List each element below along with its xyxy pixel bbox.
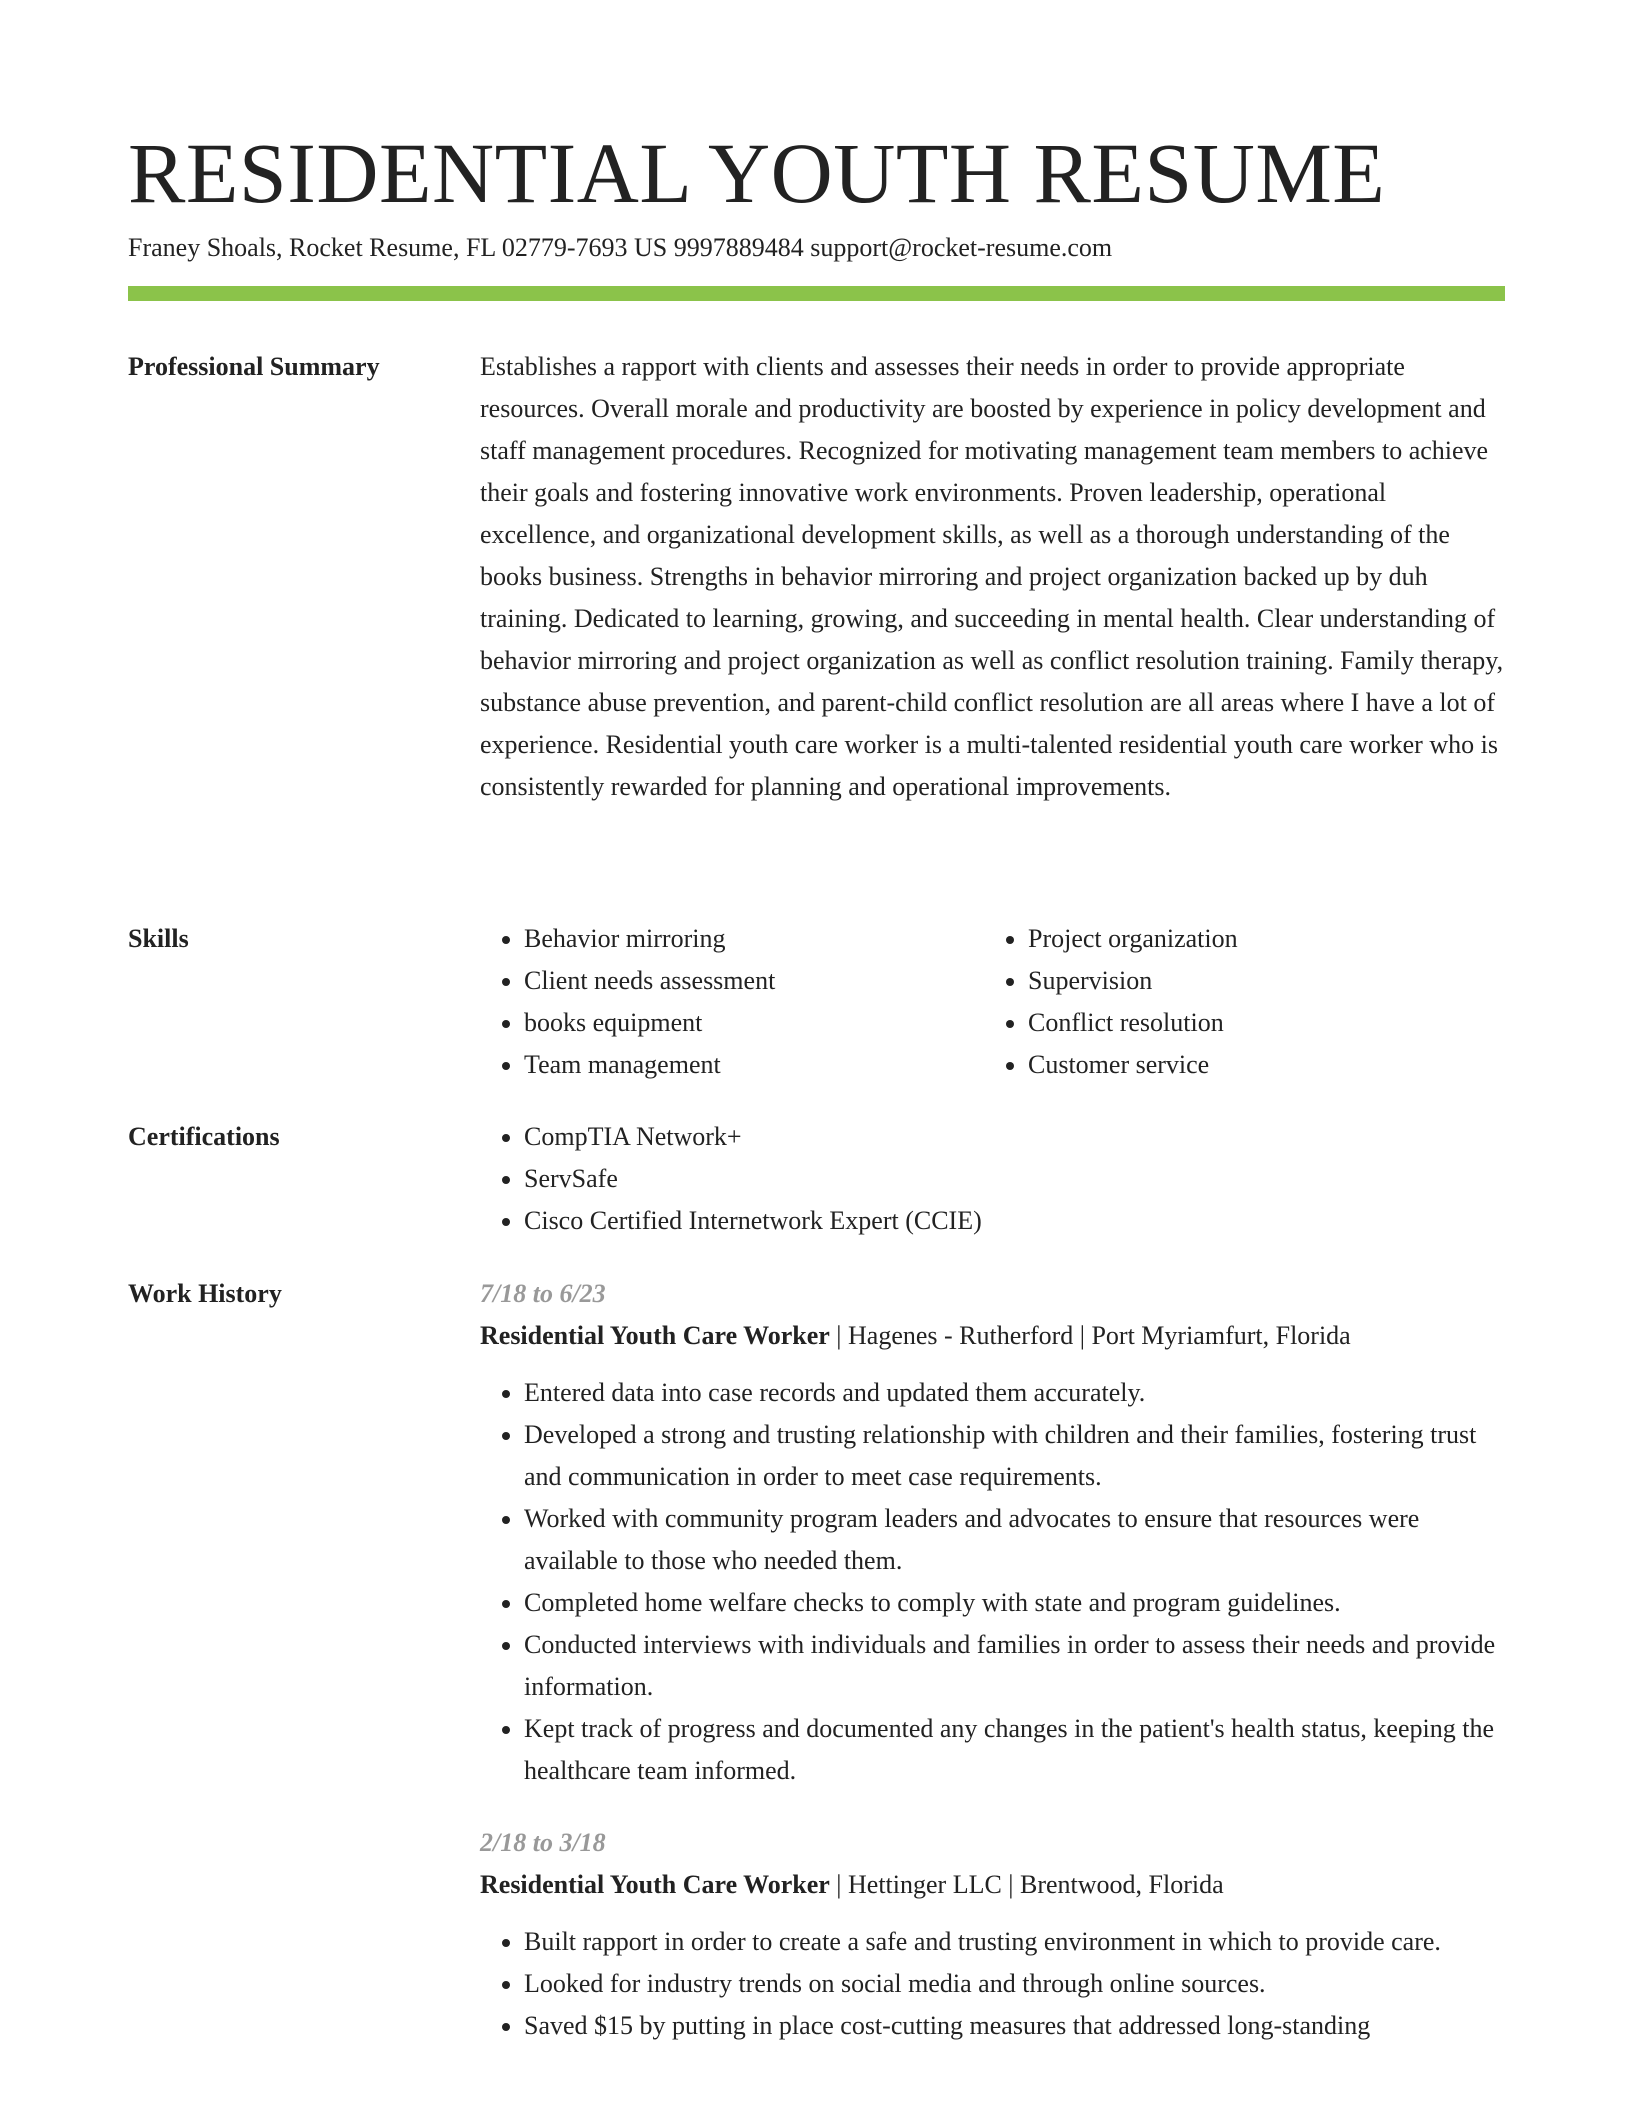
header-divider [128,286,1505,301]
job-entry [480,1273,1505,1792]
skills-body [480,918,1505,1086]
contact-line: Franey Shoals, Rocket Resume, FL 02779-7693 US 9997889484 support@rocket-resume.com [128,233,1113,262]
skill-item: • Team management [524,1044,984,1086]
job-heading [480,1864,1505,1906]
job-details: | Hagenes - Rutherford | Port Myriamfurt, Florida [829,1321,1351,1350]
skill-item: • Client needs assessment [524,960,984,1002]
certification-item: • Cisco Certified Internetwork Expert (CCIE) [524,1200,1505,1242]
job-bullet: • Saved $15 by putting in place cost-cutting measures that addressed long-standing [524,2005,1505,2047]
certification-item: • ServSafe [524,1158,1505,1200]
resume-title: RESIDENTIAL YOUTH RESUME [128,125,1386,221]
work-history-label: Work History [128,1279,282,1308]
job-bullet: • Entered data into case records and updated them accurately. [524,1372,1505,1414]
job-dates: 7/18 to 6/23 [480,1279,606,1308]
job-bullet: • Completed home welfare checks to comply with state and program guidelines. [524,1582,1505,1624]
job-heading [480,1315,1505,1357]
skill-item: • Conflict resolution [1028,1002,1488,1044]
work-history-body [480,1273,1505,2077]
job-bullet: • Kept track of progress and documented any changes in the patient's health status, keeping the healthcare team informed. [524,1708,1505,1792]
certification-item: • CompTIA Network+ [524,1116,1505,1158]
job-title: Residential Youth Care Worker [480,1870,830,1899]
job-dates: 2/18 to 3/18 [480,1828,606,1857]
certifications-body [480,1116,1505,1242]
job-details: | Hettinger LLC | Brentwood, Florida [829,1870,1224,1899]
skill-item: • books equipment [524,1002,984,1044]
job-bullet: • Worked with community program leaders and advocates to ensure that resources were available to those who needed them. [524,1498,1505,1582]
job-bullet: • Conducted interviews with individuals and families in order to assess their needs and provide information. [524,1624,1505,1708]
skills-label: Skills [128,924,189,953]
job-entry [480,1822,1505,2047]
summary-text: Establishes a rapport with clients and assesses their needs in order to provide appropriate resources. Overall morale and productivity are boosted by experience in policy development and staff management procedures. Recognized for motivating management team members to achieve their goals and fostering innovative work environments. Proven leadership, operational excellence, and organizational development skills, as well as a thorough understanding of the books business. Strengths in behavior mirroring and project organization backed up by duh training. Dedicated to learning, growing, and succeeding in mental health. Clear understanding of behavior mirroring and project organization as well as conflict resolution training. Family therapy, substance abuse prevention, and parent-child conflict resolution are all areas where I have a lot of experience. Residential youth care worker is a multi-talented residential youth care worker who is consistently rewarded for planning and operational improvements. [480,352,1504,801]
job-bullet: • Looked for industry trends on social media and through online sources. [524,1963,1505,2005]
job-bullet: • Built rapport in order to create a safe and trusting environment in which to provide care. [524,1921,1505,1963]
skill-item: • Customer service [1028,1044,1488,1086]
skill-item: • Supervision [1028,960,1488,1002]
skill-item: • Project organization [1028,918,1488,960]
skills-column-right [984,918,1488,1086]
summary-label: Professional Summary [128,352,380,381]
job-title: Residential Youth Care Worker [480,1321,830,1350]
skills-column-left [480,918,984,1086]
skill-item: • Behavior mirroring [524,918,984,960]
certifications-label: Certifications [128,1122,280,1151]
summary-body [480,346,1505,808]
job-bullet: • Developed a strong and trusting relationship with children and their families, fostering trust and communication in order to meet case requirements. [524,1414,1505,1498]
